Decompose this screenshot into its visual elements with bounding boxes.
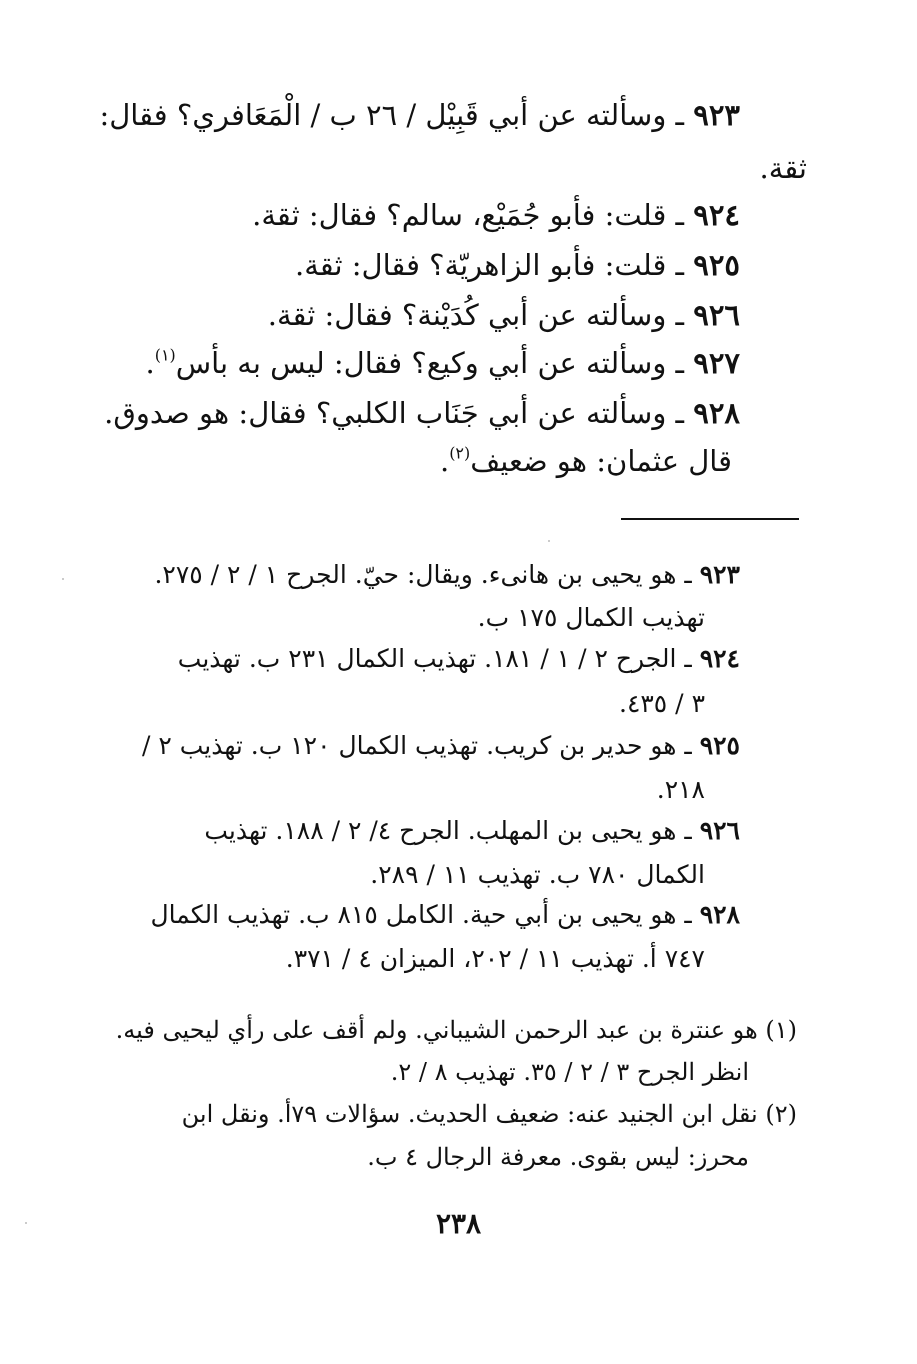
footnote-text: انظر الجرح ٣ / ٢ / ٣٥. تهذيب ٨ / ٢. — [390, 1058, 749, 1086]
commentary-925 — [142, 728, 740, 764]
commentary-923 — [154, 557, 740, 593]
scan-speck — [548, 540, 550, 542]
commentary-924-continued — [619, 686, 705, 722]
commentary-926-continued — [370, 857, 705, 893]
commentary-text: ـ الجرح ٢ / ١ / ١٨١. تهذيب الكمال ٢٣١ ب. تهذيب — [177, 644, 700, 673]
entry-number: ٩٢٨ — [693, 396, 740, 430]
entry-end: . — [439, 444, 450, 478]
footnote-1-continued — [391, 1055, 749, 1089]
commentary-text: تهذيب الكمال ١٧٥ ب. — [477, 603, 705, 632]
entry-number: ٩٢٣ — [693, 98, 740, 132]
footnote-text: هو عنترة بن عبد الرحمن الشيباني. ولم أقف على رأي ليحيى فيه. — [115, 1016, 766, 1044]
entry-text: ـ وسألته عن أبي قَبِيْل / ٢٦ ب / الْمَعَافري؟ فقال: — [99, 98, 694, 132]
scan-speck — [62, 578, 64, 580]
entry-number: ٩٢٦ — [693, 298, 740, 332]
footnote-1 — [116, 1013, 797, 1047]
entry-number: ٩٢٤ — [693, 198, 740, 232]
footnote-marker: (١) — [765, 1016, 797, 1044]
commentary-925-continued — [657, 772, 705, 808]
scan-speck — [25, 1222, 27, 1224]
entry-text: ـ وسألته عن أبي جَنَاب الكلبي؟ فقال: هو صدوق. — [104, 396, 694, 430]
entry-925 — [295, 245, 740, 285]
entry-text: ـ وسألته عن أبي كُدَيْنة؟ فقال: ثقة. — [267, 298, 694, 332]
commentary-text: ٧٤٧ أ. تهذيب ١١ / ٢٠٢، الميزان ٤ / ٣٧١. — [285, 944, 705, 973]
commentary-number: ٩٢٥ — [699, 731, 740, 760]
commentary-text: ـ هو يحيى بن أبي حية. الكامل ٨١٥ ب. تهذيب الكمال — [150, 900, 700, 929]
footnote-2 — [182, 1097, 797, 1131]
entry-text: ـ وسألته عن أبي وكيع؟ فقال: ليس به بأس — [175, 346, 694, 380]
entry-924 — [252, 195, 740, 235]
commentary-text: ٣ / ٤٣٥. — [618, 689, 705, 718]
entry-text: ـ قلت: فأبو الزاهريّة؟ فقال: ثقة. — [295, 248, 694, 282]
footnote-2-continued — [367, 1140, 749, 1174]
entry-923 — [99, 95, 740, 135]
entry-927 — [146, 343, 740, 383]
commentary-text: الكمال ٧٨٠ ب. تهذيب ١١ / ٢٨٩. — [370, 860, 705, 889]
commentary-text: ـ هو يحيى بن هانىء. ويقال: حيّ. الجرح ١ / ٢ / ٢٧٥. — [154, 560, 700, 589]
page-number: ٢٣٨ — [435, 1207, 482, 1240]
footnote-text: محرز: ليس بقوى. معرفة الرجال ٤ ب. — [367, 1143, 749, 1171]
commentary-text: ـ هو حدير بن كريب. تهذيب الكمال ١٢٠ ب. تهذيب ٢ / — [141, 731, 700, 760]
commentary-926 — [204, 813, 740, 849]
commentary-number: ٩٢٨ — [699, 900, 740, 929]
footnote-separator — [621, 518, 799, 520]
commentary-924 — [178, 641, 740, 677]
commentary-928-continued — [286, 941, 705, 977]
commentary-928 — [150, 897, 740, 933]
entry-text: ـ قلت: فأبو جُمَيْع، سالم؟ فقال: ثقة. — [252, 198, 694, 232]
entry-end: . — [145, 346, 155, 380]
footnote-text: نقل ابن الجنيد عنه: ضعيف الحديث. سؤالات ٧٩أ. ونقل ابن — [181, 1100, 766, 1128]
commentary-923-continued — [478, 600, 705, 636]
entry-number: ٩٢٥ — [693, 248, 740, 282]
commentary-number: ٩٢٦ — [699, 816, 740, 845]
footnote-ref: (٢) — [449, 443, 471, 463]
footnote-ref: (١) — [154, 345, 176, 365]
entry-928 — [104, 393, 740, 433]
commentary-text: ٢١٨. — [656, 775, 705, 804]
entry-number: ٩٢٧ — [693, 346, 740, 380]
entry-928-continued — [440, 441, 732, 481]
entry-text: ثقة. — [759, 151, 807, 185]
commentary-number: ٩٢٣ — [699, 560, 740, 589]
entry-text: قال عثمان: هو ضعيف — [470, 444, 732, 478]
commentary-text: ـ هو يحيى بن المهلب. الجرح ٤/ ٢ / ١٨٨. تهذيب — [204, 816, 700, 845]
commentary-number: ٩٢٤ — [699, 644, 740, 673]
footnote-marker: (٢) — [765, 1100, 797, 1128]
entry-926 — [268, 295, 740, 335]
entry-923-continued — [759, 148, 807, 188]
